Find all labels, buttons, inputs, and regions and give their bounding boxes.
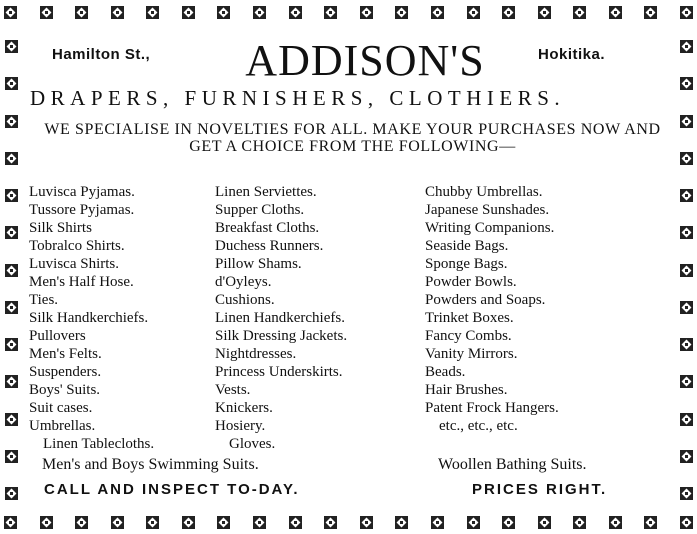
ornament-icon [502, 6, 515, 19]
ornament-icon [146, 516, 159, 529]
list-item: Supper Cloths. [215, 202, 305, 218]
list-item: Duchess Runners. [215, 238, 324, 254]
ornament-icon [217, 516, 230, 529]
prices-tagline: PRICES RIGHT. [472, 481, 608, 498]
ornament-icon [4, 516, 17, 529]
ornament-icon [217, 6, 230, 19]
ornament-icon [182, 516, 195, 529]
list-item: d'Oyleys. [215, 274, 272, 290]
ornament-icon [680, 338, 693, 351]
list-item: Gloves. [229, 436, 276, 452]
ornament-icon [680, 487, 693, 500]
ornament-icon [5, 115, 18, 128]
ornament-icon [5, 40, 18, 53]
header [30, 36, 670, 86]
list-item: Trinket Boxes. [425, 310, 514, 326]
address-right: Hokitika. [538, 46, 606, 63]
list-item: Linen Handkerchiefs. [215, 310, 345, 326]
ornament-icon [680, 115, 693, 128]
ornament-icon [5, 301, 18, 314]
list-item: Cushions. [215, 292, 275, 308]
ornament-icon [5, 487, 18, 500]
ornament-icon [360, 516, 373, 529]
ornament-icon [609, 516, 622, 529]
list-item: Seaside Bags. [425, 238, 509, 254]
list-item: Powder Bowls. [425, 274, 517, 290]
ornament-icon [5, 189, 18, 202]
list-item: Suit cases. [29, 400, 93, 416]
list-item: Silk Dressing Jackets. [215, 328, 348, 344]
list-item: Sponge Bags. [425, 256, 508, 272]
ornament-icon [5, 338, 18, 351]
ornament-icon [680, 40, 693, 53]
list-item: Writing Companions. [425, 220, 555, 236]
ornament-icon [5, 375, 18, 388]
ornament-icon [253, 6, 266, 19]
list-item: Luvisca Pyjamas. [29, 184, 135, 200]
swimming-suits-line: Men's and Boys Swimming Suits. [42, 456, 259, 473]
ornament-icon [5, 152, 18, 165]
ornament-icon [680, 226, 693, 239]
list-item: Umbrellas. [29, 418, 96, 434]
ornament-icon [680, 375, 693, 388]
trades-line: DRAPERS, FURNISHERS, CLOTHIERS. [30, 86, 566, 110]
ornament-icon [680, 264, 693, 277]
list-item: Suspenders. [29, 364, 102, 380]
list-item: Hosiery. [215, 418, 266, 434]
ornament-icon [146, 6, 159, 19]
list-item: Chubby Umbrellas. [425, 184, 543, 200]
store-name: ADDISON'S [245, 36, 485, 85]
ornament-icon [680, 413, 693, 426]
ornament-icon [680, 77, 693, 90]
list-item: Boys' Suits. [29, 382, 101, 398]
ornament-border-top [4, 2, 693, 22]
specialise-notice: WE SPECIALISE IN NOVELTIES FOR ALL. MAKE YOUR PURCHASES NOW AND GET A CHOICE FROM THE FOLLOWING— [44, 121, 661, 155]
list-item: Silk Shirts [29, 220, 92, 236]
ornament-icon [573, 516, 586, 529]
ornament-icon [467, 516, 480, 529]
ornament-icon [182, 6, 195, 19]
list-item: Silk Handkerchiefs. [29, 310, 149, 326]
ornament-icon [680, 516, 693, 529]
list-item: etc., etc., etc. [439, 418, 518, 434]
items-column-1 [29, 183, 154, 453]
ornament-icon [431, 516, 444, 529]
list-item: Nightdresses. [215, 346, 297, 362]
list-item: Pillow Shams. [215, 256, 302, 272]
ornament-icon [573, 6, 586, 19]
ornament-border-right [677, 40, 695, 500]
items-column-3 [425, 183, 559, 435]
ornament-icon [538, 6, 551, 19]
ornament-icon [5, 77, 18, 90]
list-item: Men's Felts. [29, 346, 102, 362]
ornament-icon [75, 516, 88, 529]
items-column-2 [215, 183, 347, 453]
ornament-icon [644, 6, 657, 19]
ornament-icon [680, 450, 693, 463]
ornament-icon [395, 516, 408, 529]
list-item: Breakfast Cloths. [215, 220, 320, 236]
list-item: Linen Tablecloths. [43, 436, 155, 452]
woollen-suits-line: Woollen Bathing Suits. [438, 456, 587, 473]
list-item: Linen Serviettes. [215, 184, 317, 200]
call-to-action: CALL AND INSPECT TO-DAY. [44, 481, 300, 498]
ornament-icon [40, 6, 53, 19]
ornament-icon [431, 6, 444, 19]
ornament-icon [360, 6, 373, 19]
ornament-icon [324, 6, 337, 19]
list-item: Hair Brushes. [425, 382, 508, 398]
ornament-icon [538, 516, 551, 529]
list-item: Tobralco Shirts. [29, 238, 125, 254]
ornament-icon [289, 6, 302, 19]
ornament-icon [5, 450, 18, 463]
list-item: Vanity Mirrors. [425, 346, 518, 362]
ornament-icon [324, 516, 337, 529]
ornament-icon [467, 6, 480, 19]
ornament-icon [40, 516, 53, 529]
ornament-icon [5, 226, 18, 239]
list-item: Princess Underskirts. [215, 364, 343, 380]
ornament-icon [680, 6, 693, 19]
list-item: Patent Frock Hangers. [425, 400, 559, 416]
ornament-icon [5, 413, 18, 426]
ornament-icon [289, 516, 302, 529]
ornament-border-bottom [4, 512, 693, 532]
ornament-icon [680, 301, 693, 314]
ornament-icon [502, 516, 515, 529]
list-item: Beads. [425, 364, 466, 380]
ornament-icon [111, 516, 124, 529]
ornament-icon [609, 6, 622, 19]
list-item: Vests. [215, 382, 251, 398]
list-item: Powders and Soaps. [425, 292, 546, 308]
ornament-icon [4, 6, 17, 19]
ornament-icon [680, 189, 693, 202]
ornament-icon [111, 6, 124, 19]
list-item: Ties. [29, 292, 59, 308]
ornament-icon [75, 6, 88, 19]
list-item: Fancy Combs. [425, 328, 512, 344]
list-item: Tussore Pyjamas. [29, 202, 135, 218]
list-item: Knickers. [215, 400, 273, 416]
ornament-border-left [2, 40, 20, 500]
list-item: Japanese Sunshades. [425, 202, 550, 218]
list-item: Men's Half Hose. [29, 274, 134, 290]
list-item: Pullovers [29, 328, 86, 344]
ornament-icon [644, 516, 657, 529]
ornament-icon [395, 6, 408, 19]
address-left: Hamilton St., [52, 46, 151, 63]
ornament-icon [253, 516, 266, 529]
list-item: Luvisca Shirts. [29, 256, 119, 272]
ornament-icon [5, 264, 18, 277]
ornament-icon [680, 152, 693, 165]
